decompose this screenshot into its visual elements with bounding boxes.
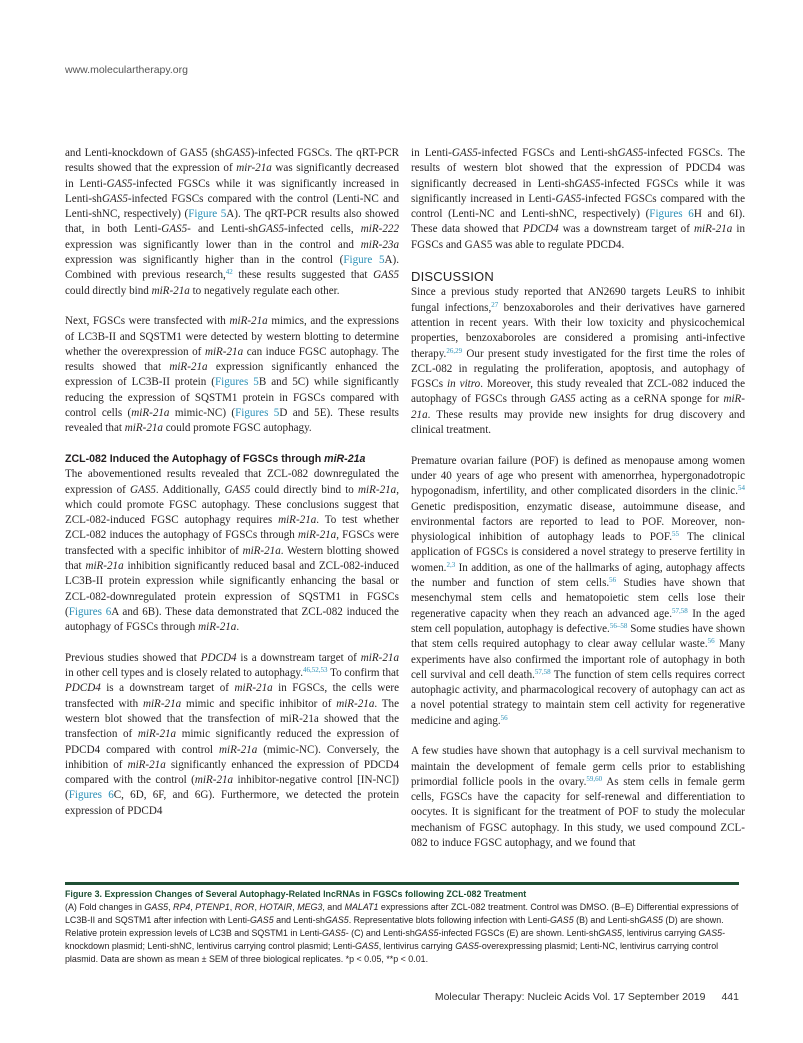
italic-term: miR-21a	[194, 774, 234, 787]
italic-term: miR-21a	[298, 529, 337, 542]
paragraph: Next, FGSCs were transfected with miR-21a mimics, and the expressions of LC3B-II and SQSTM1 were detected by western blotting to determine whether the overexpression of miR-21a can induce FGSC autophagy. The results showed that miR-21a expression significantly enhanced the expression of LC3B-II protein (Figures 5B and 5C) while significantly reducing the expression of SQSTM1 protein in FGSCs compared with control cells (miR-21a mimic-NC) (Figures 5D and 5E). These results revealed that miR-21a could promote FGSC autophagy.	[65, 315, 400, 435]
reference-link[interactable]: 56–58	[609, 621, 628, 630]
italic-term: PDCD4	[200, 651, 237, 664]
paragraph: Previous studies showed that PDCD4 is a downstream target of miR-21a in other cell types and is closely related to autophagy.$^{46,52,53}$ To confirm that PDCD4 is a downstream target of miR-21a in FGSCs, the cells were transfected with miR-21a mimic and specific inhibitor of miR-21a. The western blot showed that the transfection of miR-21a showed that the transfection of miR-21a mimic significantly reduced the expression of PDCD4 compared with control miR-21a (mimic-NC). Conversely, the inhibition of miR-21a significantly enhanced the expression of PDCD4 compared with the control (miR-21a inhibitor-negative control [IN-NC]) (Figures 6C, 6D, 6F, and 6G). Furthermore, we detected the protein expression of PDCD4	[65, 651, 400, 817]
figure-link[interactable]: Figures 6	[68, 789, 114, 802]
italic-term: miR-21a	[242, 544, 281, 557]
italic-term: miR-21a	[85, 560, 124, 573]
italic-term: GAS5	[322, 928, 346, 938]
italic-term: GAS5	[451, 147, 478, 159]
right-column	[411, 146, 745, 867]
italic-term: PDCD4	[65, 682, 101, 695]
italic-term: GAS5	[325, 915, 349, 925]
italic-term: GAS5	[249, 915, 274, 925]
reference-link[interactable]: 54	[738, 484, 745, 493]
italic-term: miR-21a	[204, 345, 244, 358]
italic-term: PTENP1	[195, 902, 230, 912]
paragraph: A few studies have shown that autophagy is a cell survival mechanism to maintain the development of female germ cells prior to establishing primordial follicle pools in the ovary.$^{59,60}$ As stem cells in female germ cells, FGSCs have the capacity for self-renewal and differentiation to oocytes. It is significant for the treatment of POF to study the molecular mechanism of FGSC autophagy. In this study, we used compound ZCL-082 to induce FGSC autophagy, and we found that	[411, 745, 745, 850]
italic-term: GAS5	[598, 928, 622, 938]
italic-term: in vitro	[447, 378, 481, 391]
italic-term: GAS5	[373, 269, 399, 282]
figure-link[interactable]: Figures 5	[235, 407, 280, 420]
paragraph: The abovementioned results revealed that ZCL-082 downregulated the expression of GAS5. Additionally, GAS5 could directly bind to miR-21a, which could promote FGSC autophagy. These conclusions suggest that ZCL-082-induced FGSC autophagy requires miR-21a. To test whether ZCL-082 induces the autophagy of FGSCs through miR-21a, FGSCs were transfected with a specific inhibitor of miR-21a. Western blotting showed that miR-21a inhibition significantly reduced basal and ZCL-082-induced LC3B-II protein expression while significantly enhancing the basal or ZCL-082-downregulated protein expression of SQSTM1 in FGSCs (Figures 6A and 6B). These data demonstrated that ZCL-082 induced the autophagy of FGSCs through miR-21a.	[65, 468, 400, 634]
italic-term: GAS5	[355, 941, 379, 951]
italic-term: miR-21a	[151, 284, 190, 297]
caption-body: (A) Fold changes in GAS5, RP4, PTENP1, ROR, HOTAIR, MEG3, and MALAT1 expressions after ZCL-082 treatment. Control was DMSO. (B–E) Differential expressions of LC3B-II and SQSTM1 after infection with Lenti-GAS5 and Lenti-shGAS5. Representative blots following infection with Lenti-GAS5 (B) and Lenti-shGAS5 (D) are shown. Relative protein expression levels of LC3B and SQSTM1 in Lenti-GAS5- (C) and Lenti-shGAS5-infected FGSCs (E) are shown. Lenti-shGAS5, lentivirus carrying GAS5-knockdown plasmid; Lenti-shNC, lentivirus carrying control plasmid; Lenti-GAS5, lentivirus carrying GAS5-overexpressing plasmid; Lenti-NC, lentivirus carrying control plasmid. Data are shown as mean ± SEM of three biological replicates. *p < 0.05, **p < 0.01.	[65, 902, 739, 964]
italic-term: GAS5	[144, 902, 169, 912]
italic-term: HOTAIR	[259, 902, 293, 912]
italic-term: miR-21a	[278, 514, 317, 527]
italic-term: miR-21a	[219, 743, 258, 756]
italic-term: GAS5	[639, 915, 663, 925]
italic-term: miR-21a	[694, 223, 733, 236]
page-footer	[435, 991, 739, 1003]
italic-term: GAS5	[617, 147, 644, 159]
journal-citation: Molecular Therapy: Nucleic Acids Vol. 17 September 2019	[434, 991, 706, 1003]
figure-link[interactable]: Figures 6	[649, 208, 694, 221]
figure-link[interactable]: Figure 5	[188, 208, 227, 221]
figure-link[interactable]: Figure 5	[343, 254, 385, 267]
caption-divider	[65, 882, 739, 885]
paragraph: and Lenti-knockdown of GAS5 (shGAS5)-infected FGSCs. The qRT-PCR results showed that the expression of mir-21a was significantly decreased in Lenti-GAS5-infected FGSCs while it was significantly increased in Lenti-shGAS5-infected FGSCs compared with the control (Lenti-NC and Lenti-shNC, respectively) (Figure 5A). The qRT-PCR results also showed that, in both Lenti-GAS5- and Lenti-shGAS5-infected cells, miR-222 expression was significantly lower than in the control and miR-23a expression was significantly higher than in the control (Figure 5A). Combined with previous research,$^{42}$ these results suggested that GAS5 could directly bind miR-21a to negatively regulate each other.	[65, 147, 400, 297]
reference-link[interactable]: 2,3	[446, 560, 456, 569]
italic-term: GAS5	[130, 483, 156, 496]
reference-link[interactable]: 46,52,53	[302, 666, 328, 675]
reference-link[interactable]: 57,58	[534, 667, 551, 676]
italic-term: miR-23a	[360, 238, 399, 251]
discussion-heading: DISCUSSION	[411, 269, 494, 285]
italic-term: PDCD4	[522, 223, 559, 236]
italic-term: miR-21a	[358, 483, 397, 496]
figure-caption	[65, 888, 739, 966]
italic-term: miR-21a	[137, 728, 177, 741]
paragraph: Since a previous study reported that AN2690 targets LeuRS to inhibit fungal infections,$^{27}$ benzoxaboroles and their derivatives have garnered attention in recent years. With their low toxicity and physicochemical properties, benzoxaboroles are considered a promising anti-infective therapy.$^{26,29}$ Our present study investigated for the first time the roles of ZCL-082 in regulating the proliferation, apoptosis, and autophagy of FGSCs in vitro. Moreover, this study revealed that ZCL-082 induced the autophagy of FGSCs through GAS5 acting as a ceRNA sponge for miR-21a. These results may provide new insights for drug discovery and clinical treatment.	[411, 286, 746, 437]
page-number: 441	[721, 991, 739, 1003]
italic-term: miR-21a	[336, 697, 375, 710]
paragraph: in Lenti-GAS5-infected FGSCs and Lenti-shGAS5-infected FGSCs. The results of western blot showed that the expression of PDCD4 was significantly decreased in Lenti-shGAS5-infected FGSCs while it was significantly increased in Lenti-GAS5-infected FGSCs compared with the control (Lenti-NC and Lenti-shNC, respectively) (Figures 6H and 6I). These data showed that PDCD4 was a downstream target of miR-21a in FGSCs and GAS5 was able to regulate PDCD4.	[411, 147, 746, 251]
italic-term: GAS5	[549, 915, 574, 925]
reference-link[interactable]: 56	[707, 637, 715, 646]
italic-term: GAS5	[106, 177, 133, 190]
italic-term: GAS5	[698, 928, 723, 938]
italic-term: GAS5	[574, 177, 601, 190]
reference-link[interactable]: 42	[225, 268, 233, 277]
reference-link[interactable]: 59,60	[586, 774, 603, 783]
italic-term: miR-21a	[124, 422, 163, 435]
italic-term: MEG3	[297, 902, 323, 912]
italic-term: miR-21a	[131, 407, 170, 420]
site-url: www.moleculartherapy.org	[65, 64, 188, 76]
italic-term: miR-21a	[127, 758, 166, 771]
italic-term: GAS5	[258, 223, 284, 236]
reference-link[interactable]: 27	[491, 300, 499, 309]
italic-term: ROR	[234, 902, 255, 912]
italic-term: miR-21a	[169, 361, 208, 374]
reference-link[interactable]: 56	[609, 576, 617, 585]
italic-term: mir-21a	[236, 162, 272, 175]
italic-term: miR-21a	[360, 651, 399, 664]
italic-term: miR-21a	[411, 393, 746, 421]
italic-term: RP4	[173, 902, 191, 912]
section-heading: ZCL-082 Induced the Autophagy of FGSCs through miR-21a	[65, 452, 366, 465]
italic-term: miR-222	[360, 223, 400, 236]
italic-term: GAS5	[414, 928, 439, 938]
italic-term: MALAT1	[344, 902, 379, 912]
italic-term: GAS5	[555, 192, 582, 205]
italic-term: GAS5	[224, 147, 251, 159]
italic-term: miR-21a	[142, 697, 182, 710]
reference-link[interactable]: 57,58	[671, 606, 688, 615]
italic-term: GAS5	[549, 393, 576, 406]
reference-link[interactable]: 26,29	[446, 346, 463, 355]
caption-title: Figure 3. Expression Changes of Several Autophagy-Related lncRNAs in FGSCs following ZCL-082 Treatment	[65, 889, 527, 899]
left-column	[65, 146, 399, 834]
reference-link[interactable]: 55	[671, 530, 679, 539]
italic-term: GAS5	[161, 223, 188, 236]
italic-term: GAS5	[101, 192, 128, 205]
figure-link[interactable]: Figures 6	[68, 605, 112, 618]
italic-term: miR-21a	[198, 621, 237, 634]
italic-term: miR-21a	[229, 315, 268, 328]
reference-link[interactable]: 56	[500, 713, 508, 722]
italic-term: miR-21a	[234, 682, 273, 695]
italic-term: GAS5	[224, 483, 251, 496]
italic-term: GAS5	[455, 941, 479, 951]
paragraph: Premature ovarian failure (POF) is defined as menopause among women under 40 years of age who present with amenorrhea, hypergonadotropic hypogonadism, infertility, and other complicated disorders in the clinic.$^{54}$ Genetic predisposition, enzymatic disease, autoimmune disease, and environmental factors are reported to lead to POF. Moreover, non-physiological inhibition of autophagy leads to POF.$^{55}$ The clinical application of FGSCs is considered a novel strategy to preserve fertility in women.$^{2,3}$ In addition, as one of the hallmarks of aging, autophagy affects the number and function of stem cells.$^{56}$ Studies have shown that mesenchymal stem cells and hematopoietic stem cells lose their regenerative capacity when they reach an advanced age.$^{57,58}$ In the aged stem cell population, autophagy is defective.$^{56-58}$ Some studies have shown that stem cells required autophagy to clear away cellular waste.$^{56}$ Many experiments have also confirmed the important role of autophagy in both cell survival and cell death.$^{57,58}$ The function of stem cells requires correct autophagic activity, and pharmacological recovery of autophagy can act as a novel potential strategy to maintain stem cell activity for regenerative medicine and aging.$^{56}$	[411, 454, 746, 727]
figure-link[interactable]: Figures 5	[215, 376, 259, 389]
